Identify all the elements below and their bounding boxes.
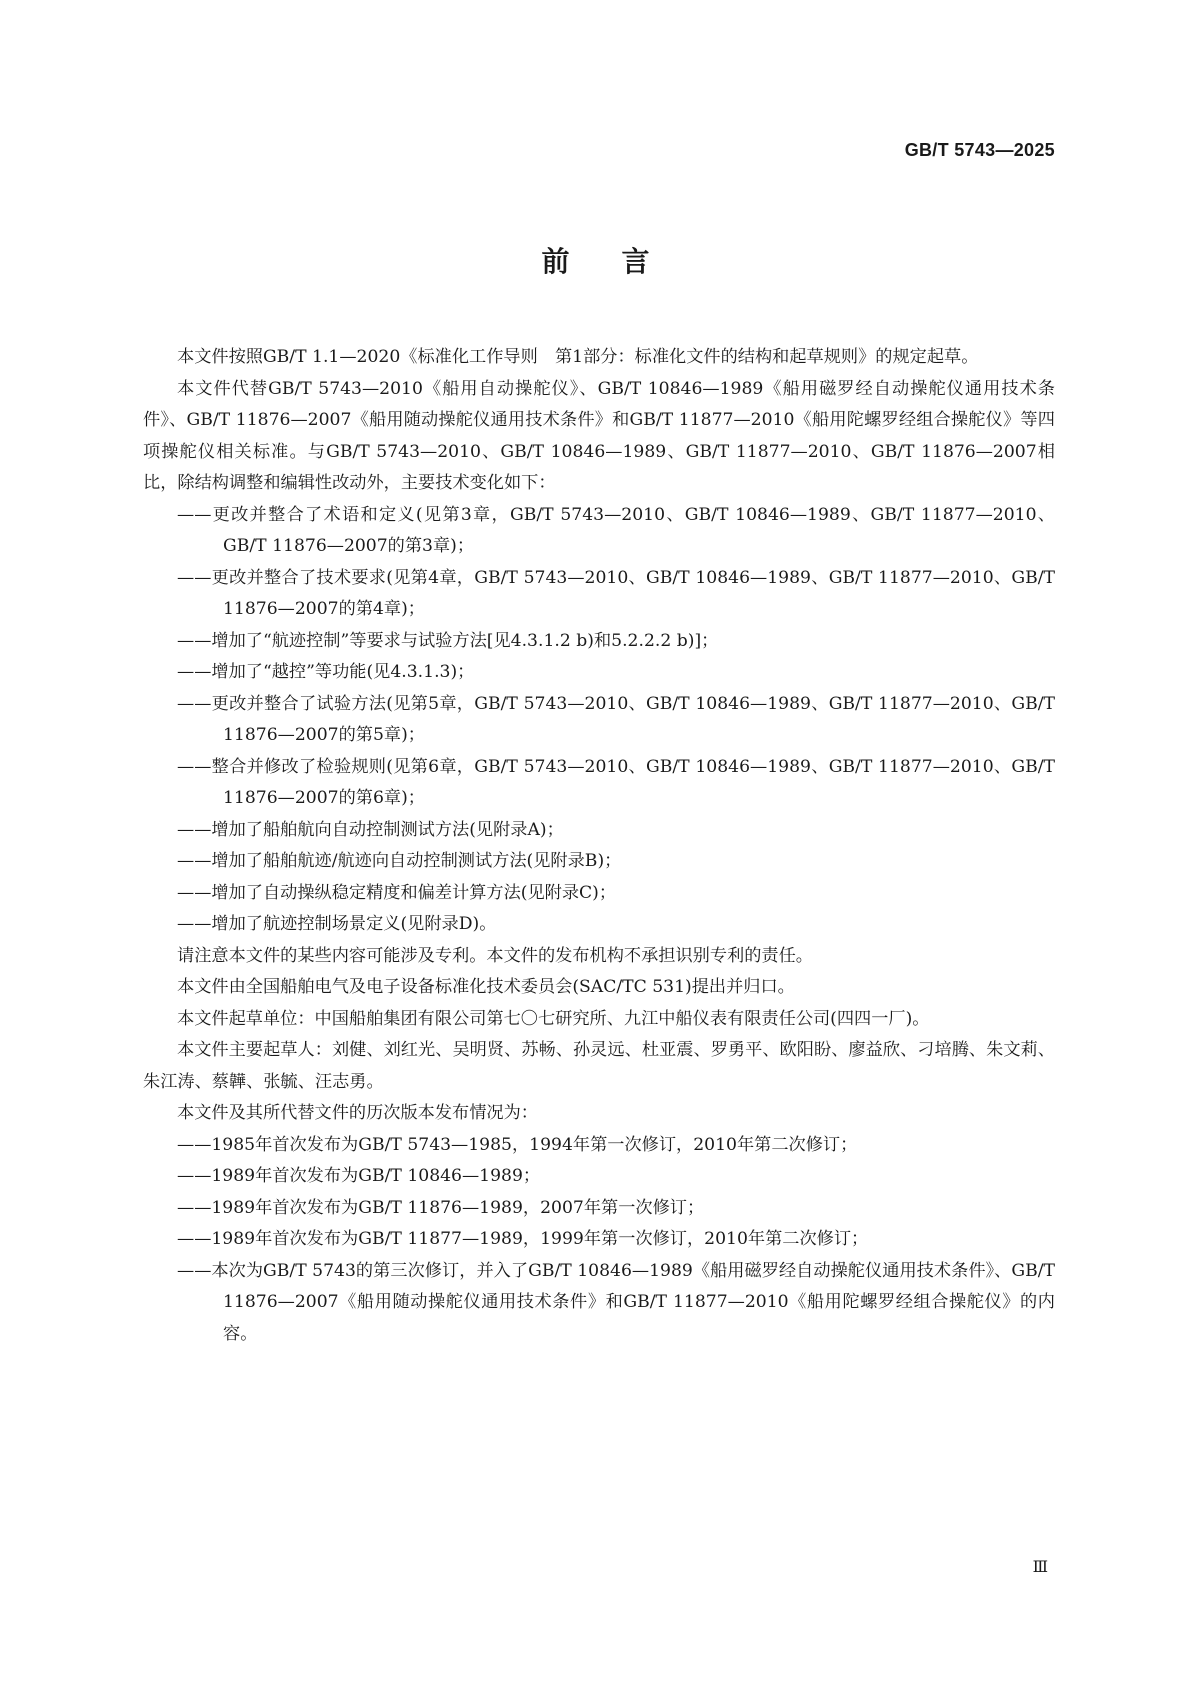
list-item: ——1985年首次发布为GB/T 5743—1985，1994年第一次修订，2010年第二次修订；	[177, 1134, 858, 1155]
list-item: ——1989年首次发布为GB/T 11877—1989，1999年第一次修订，2010年第二次修订；	[177, 1229, 869, 1249]
list-item: ——1989年首次发布为GB/T 11876—1989，2007年第一次修订；	[177, 1197, 705, 1218]
proposer-note: 本文件由全国船舶电气及电子设备标准化技术委员会(SAC/TC 531)提出并归口。	[177, 977, 795, 997]
list-item: ——增加了航迹控制场景定义(见附录D)。	[177, 914, 497, 934]
history-list	[143, 1130, 1055, 1351]
list-item: ——增加了船舶航迹/航迹向自动控制测试方法(见附录B)；	[177, 851, 622, 871]
list-item: ——本次为GB/T 5743的第三次修订，并入了GB/T 10846—1989《船用磁罗经自动操舵仪通用技术条件》、GB/T 11876—2007《船用随动操舵仪通用技术条件》和GB/T 11877—2010《船用陀螺罗经组合操舵仪》的内容。	[177, 1260, 1055, 1344]
changes-list	[143, 500, 1055, 941]
list-item: ——增加了船舶航向自动控制测试方法(见附录A)；	[177, 819, 564, 840]
patent-note: 请注意本文件的某些内容可能涉及专利。本文件的发布机构不承担识别专利的责任。	[177, 945, 813, 966]
list-item: ——增加了“航迹控制”等要求与试验方法[见4.3.1.2 b)和5.2.2.2 b)]；	[177, 630, 719, 651]
page-number: Ⅲ	[1032, 1559, 1048, 1576]
list-item: ——增加了“越控”等功能(见4.3.1.3)；	[177, 662, 475, 682]
list-item: ——更改并整合了术语和定义(见第3章，GB/T 5743—2010、GB/T 10846—1989、GB/T 11877—2010、GB/T 11876—2007的第3章)；	[177, 504, 1055, 556]
list-item: ——更改并整合了试验方法(见第5章，GB/T 5743—2010、GB/T 10846—1989、GB/T 11877—2010、GB/T 11876—2007的第5章)；	[177, 693, 1055, 745]
list-item: ——1989年首次发布为GB/T 10846—1989；	[177, 1166, 541, 1186]
history-intro: 本文件及其所代替文件的历次版本发布情况为：	[177, 1103, 538, 1123]
foreword-body	[143, 342, 1055, 1350]
page-title: 前言	[541, 245, 702, 278]
list-item: ——整合并修改了检验规则(见第6章，GB/T 5743—2010、GB/T 10846—1989、GB/T 11877—2010、GB/T 11876—2007的第6章)；	[177, 756, 1055, 808]
standard-number: GB/T 5743—2025	[904, 140, 1055, 160]
list-item: ——更改并整合了技术要求(见第4章，GB/T 5743—2010、GB/T 10846—1989、GB/T 11877—2010、GB/T 11876—2007的第4章)；	[177, 567, 1055, 619]
drafters: 本文件主要起草人：刘健、刘红光、吴明贤、苏畅、孙灵远、杜亚震、罗勇平、欧阳盼、廖益欣、刁培腾、朱文莉、朱江涛、蔡韡、张毓、汪志勇。	[143, 1040, 1055, 1092]
paragraph: 本文件代替GB/T 5743—2010《船用自动操舵仪》、GB/T 10846—1989《船用磁罗经自动操舵仪通用技术条件》、GB/T 11876—2007《船用随动操舵仪通用技术条件》和GB/T 11877—2010《船用陀螺罗经组合操舵仪》等四项操舵仪相关标准。与GB/T 5743—2010、GB/T 10846—1989、GB/T 11877—2010、GB/T 11876—2007相比，除结构调整和编辑性改动外，主要技术变化如下：	[143, 378, 1055, 493]
paragraph: 本文件按照GB/T 1.1—2020《标准化工作导则 第1部分：标准化文件的结构和起草规则》的规定起草。	[177, 347, 979, 367]
drafting-units: 本文件起草单位：中国船舶集团有限公司第七〇七研究所、九江中船仪表有限责任公司(四四一厂)。	[177, 1008, 930, 1029]
list-item: ——增加了自动操纵稳定精度和偏差计算方法(见附录C)；	[177, 882, 617, 903]
